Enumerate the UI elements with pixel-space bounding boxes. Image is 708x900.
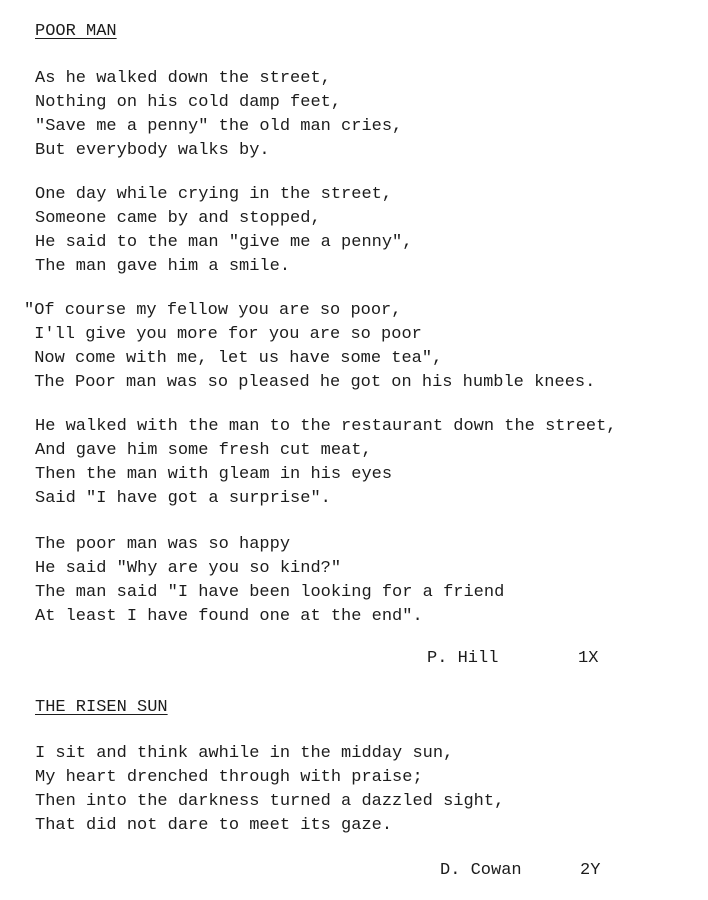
poem-line: The Poor man was so pleased he got on his humble knees. [24,373,596,392]
author-name: D. Cowan [440,861,522,880]
stanza [35,67,402,163]
poem-line: "Of course my fellow you are so poor, [24,301,402,320]
author-form: 1X [578,649,599,668]
stanza [24,299,595,395]
poem-line: My heart drenched through with praise; [35,768,423,787]
author-name: P. Hill [427,649,499,668]
poem-line: "Save me a penny" the old man cries, [35,117,403,136]
author-form: 2Y [580,861,601,880]
stanza [35,183,412,279]
poem-line: Said "I have got a surprise". [35,489,331,508]
poem-title: POOR MAN [35,22,117,41]
stanza [35,533,504,629]
poem-line: Nothing on his cold damp feet, [35,93,342,112]
poem-line: Then into the darkness turned a dazzled sight, [35,792,505,811]
poem-line: But everybody walks by. [35,141,270,160]
poem-line: He said to the man "give me a penny", [35,233,413,252]
poem-title: THE RISEN SUN [35,698,168,717]
poem-line: The poor man was so happy [35,535,291,554]
poem-line: I'll give you more for you are so poor [24,325,422,344]
poem-line: The man said "I have been looking for a friend [35,583,505,602]
poem-line: The man gave him a smile. [35,257,291,276]
poem-line: I sit and think awhile in the midday sun, [35,744,454,763]
poem-line: He said "Why are you so kind?" [35,559,342,578]
poem-line: Now come with me, let us have some tea", [24,349,443,368]
poem-line: At least I have found one at the end". [35,607,423,626]
poem-line: Then the man with gleam in his eyes [35,465,393,484]
poem-line: Someone came by and stopped, [35,209,321,228]
stanza [35,742,504,838]
poem-line: And gave him some fresh cut meat, [35,441,372,460]
stanza [35,415,617,511]
poem-line: That did not dare to meet its gaze. [35,816,393,835]
poem-line: One day while crying in the street, [35,185,393,204]
poem-line: He walked with the man to the restaurant down the street, [35,417,617,436]
poem-line: As he walked down the street, [35,69,331,88]
